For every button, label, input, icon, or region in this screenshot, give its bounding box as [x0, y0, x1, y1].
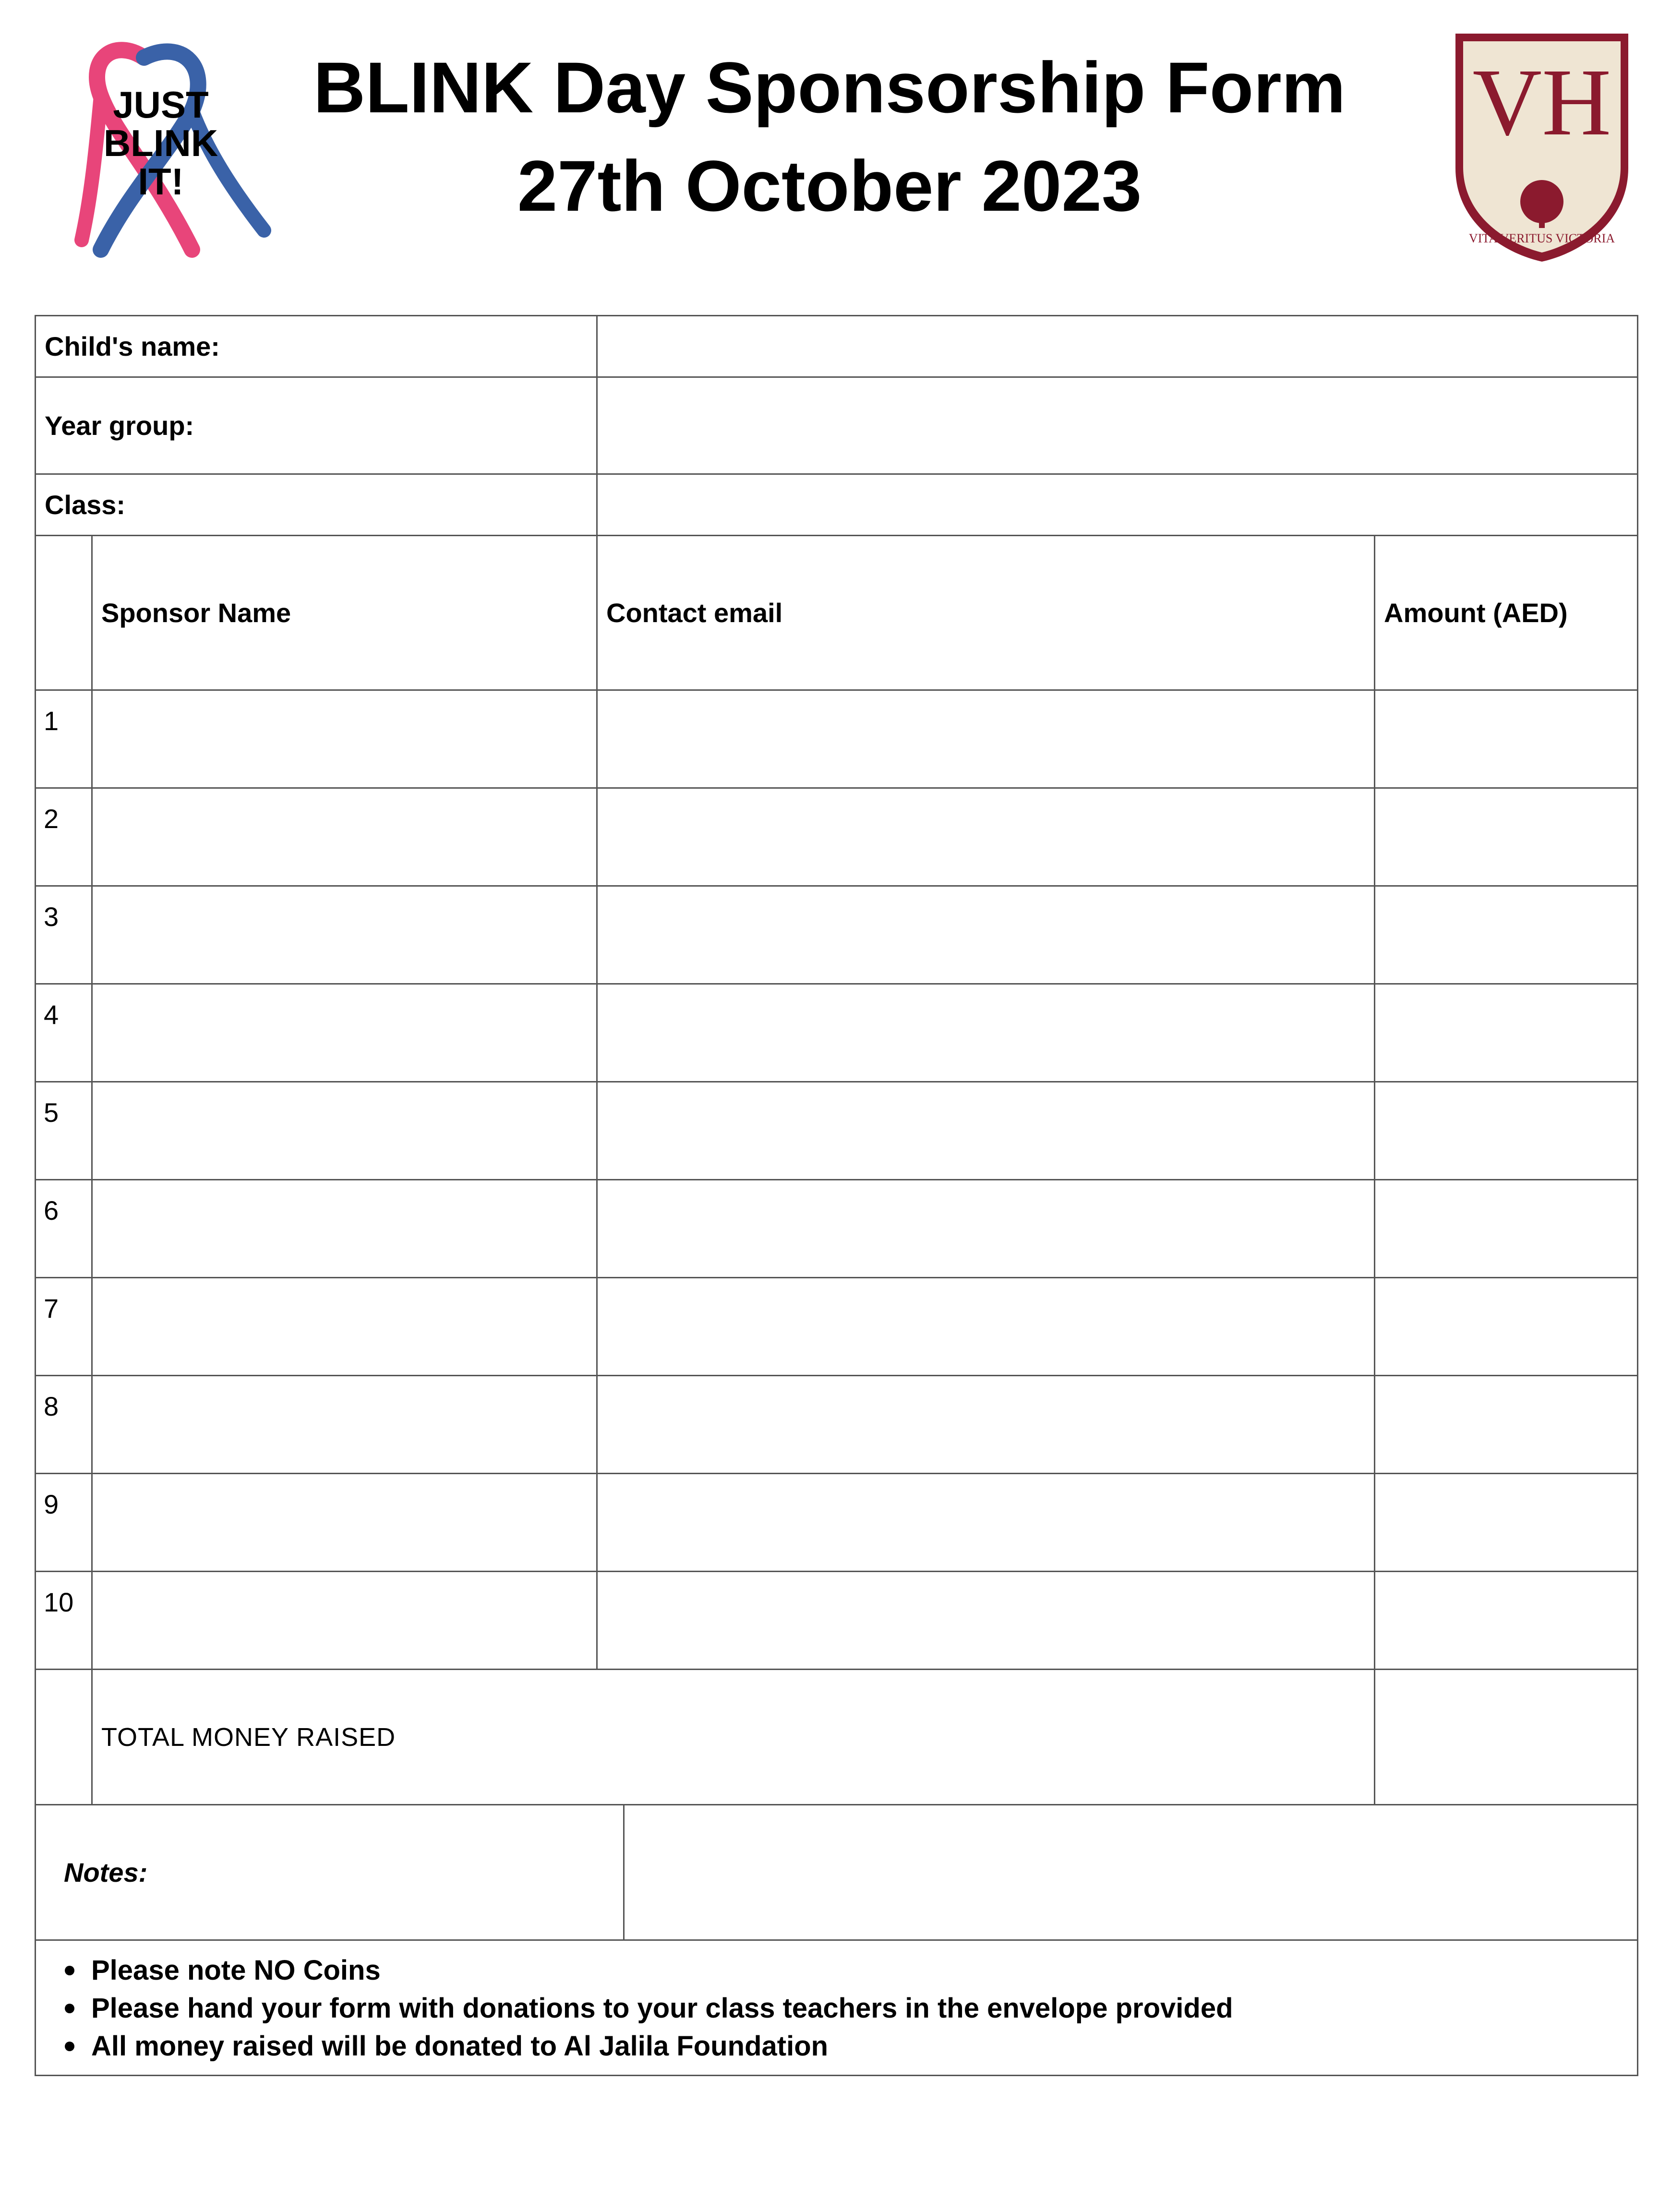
crest-letters: VH	[1472, 49, 1611, 156]
sponsor-name-field[interactable]	[93, 1082, 598, 1179]
sponsor-name-field[interactable]	[93, 691, 598, 787]
amount-field[interactable]	[1375, 1474, 1638, 1571]
contact-email-field[interactable]	[598, 691, 1375, 787]
class-field[interactable]	[598, 475, 1638, 535]
sponsor-name-header: Sponsor Name	[93, 536, 598, 689]
sponsor-name-field[interactable]	[93, 1278, 598, 1375]
contact-email-field[interactable]	[598, 1376, 1375, 1473]
amount-field[interactable]	[1375, 1082, 1638, 1179]
contact-email-field[interactable]	[598, 1278, 1375, 1375]
sponsorship-form	[35, 315, 1638, 2076]
notes-row	[36, 1805, 1638, 1941]
row-number: 1	[36, 691, 93, 787]
contact-email-field[interactable]	[598, 1180, 1375, 1277]
notes-field[interactable]	[625, 1805, 1638, 1939]
amount-field[interactable]	[1375, 789, 1638, 885]
row-number: 4	[36, 985, 93, 1081]
sponsor-name-field[interactable]	[93, 985, 598, 1081]
amount-header: Amount (AED)	[1375, 536, 1638, 689]
table-row	[36, 1082, 1638, 1180]
total-row	[36, 1670, 1638, 1805]
table-row	[36, 1180, 1638, 1278]
contact-email-field[interactable]	[598, 789, 1375, 885]
page-title	[288, 38, 1371, 235]
amount-field[interactable]	[1375, 887, 1638, 983]
row-number: 9	[36, 1474, 93, 1571]
year-group-row	[36, 378, 1638, 475]
childs-name-label: Child's name:	[36, 316, 598, 376]
row-number: 2	[36, 789, 93, 885]
row-number: 5	[36, 1082, 93, 1179]
logo-text-line1: JUST	[113, 84, 209, 126]
sponsor-name-field[interactable]	[93, 887, 598, 983]
instruction-item: Please hand your form with donations to your class teachers in the envelope provided	[65, 1989, 1637, 2027]
sponsor-name-field[interactable]	[93, 1180, 598, 1277]
table-row	[36, 1278, 1638, 1376]
row-number: 7	[36, 1278, 93, 1375]
school-crest-logo	[1446, 24, 1638, 264]
table-row	[36, 691, 1638, 789]
table-row	[36, 1474, 1638, 1572]
row-number: 8	[36, 1376, 93, 1473]
amount-field[interactable]	[1375, 985, 1638, 1081]
total-money-raised-label: TOTAL MONEY RAISED	[93, 1670, 1375, 1804]
childs-name-row	[36, 316, 1638, 378]
instructions-row	[36, 1941, 1638, 2076]
table-row	[36, 1376, 1638, 1474]
contact-email-field[interactable]	[598, 1572, 1375, 1669]
sponsor-name-field[interactable]	[93, 789, 598, 885]
instruction-item: All money raised will be donated to Al Jalila Foundation	[65, 2027, 1637, 2065]
contact-email-field[interactable]	[598, 1082, 1375, 1179]
sponsor-name-field[interactable]	[93, 1376, 598, 1473]
instruction-item: Please note NO Coins	[65, 1951, 1637, 1989]
childs-name-field[interactable]	[598, 316, 1638, 376]
contact-email-field[interactable]	[598, 1474, 1375, 1571]
table-row	[36, 1572, 1638, 1670]
amount-field[interactable]	[1375, 1572, 1638, 1669]
contact-email-field[interactable]	[598, 887, 1375, 983]
contact-email-field[interactable]	[598, 985, 1375, 1081]
logo-text-line3: IT!	[138, 160, 184, 203]
total-amount-field[interactable]	[1375, 1670, 1638, 1804]
row-number: 10	[36, 1572, 93, 1669]
sponsor-name-field[interactable]	[93, 1474, 598, 1571]
logo-text-line2: BLINK	[103, 122, 218, 164]
contact-email-header: Contact email	[598, 536, 1375, 689]
amount-field[interactable]	[1375, 1376, 1638, 1473]
amount-field[interactable]	[1375, 1278, 1638, 1375]
row-number: 3	[36, 887, 93, 983]
year-group-field[interactable]	[598, 378, 1638, 473]
year-group-label: Year group:	[36, 378, 598, 473]
class-label: Class:	[36, 475, 598, 535]
title-line-2: 27th October 2023	[517, 145, 1142, 226]
instructions-list	[65, 1951, 1637, 2065]
title-line-1: BLINK Day Sponsorship Form	[313, 47, 1346, 128]
table-row	[36, 789, 1638, 887]
notes-label: Notes:	[36, 1805, 625, 1939]
amount-field[interactable]	[1375, 1180, 1638, 1277]
table-row	[36, 887, 1638, 985]
just-blink-it-logo	[72, 29, 274, 259]
instructions-box	[36, 1941, 1638, 2075]
sponsor-name-field[interactable]	[93, 1572, 598, 1669]
total-spacer	[36, 1670, 93, 1804]
crest-motto: VITA VERITUS VICTORIA	[1468, 231, 1615, 245]
amount-field[interactable]	[1375, 691, 1638, 787]
table-row	[36, 985, 1638, 1082]
row-number: 6	[36, 1180, 93, 1277]
table-header-row	[36, 536, 1638, 691]
number-column-header	[36, 536, 93, 689]
class-row	[36, 475, 1638, 536]
